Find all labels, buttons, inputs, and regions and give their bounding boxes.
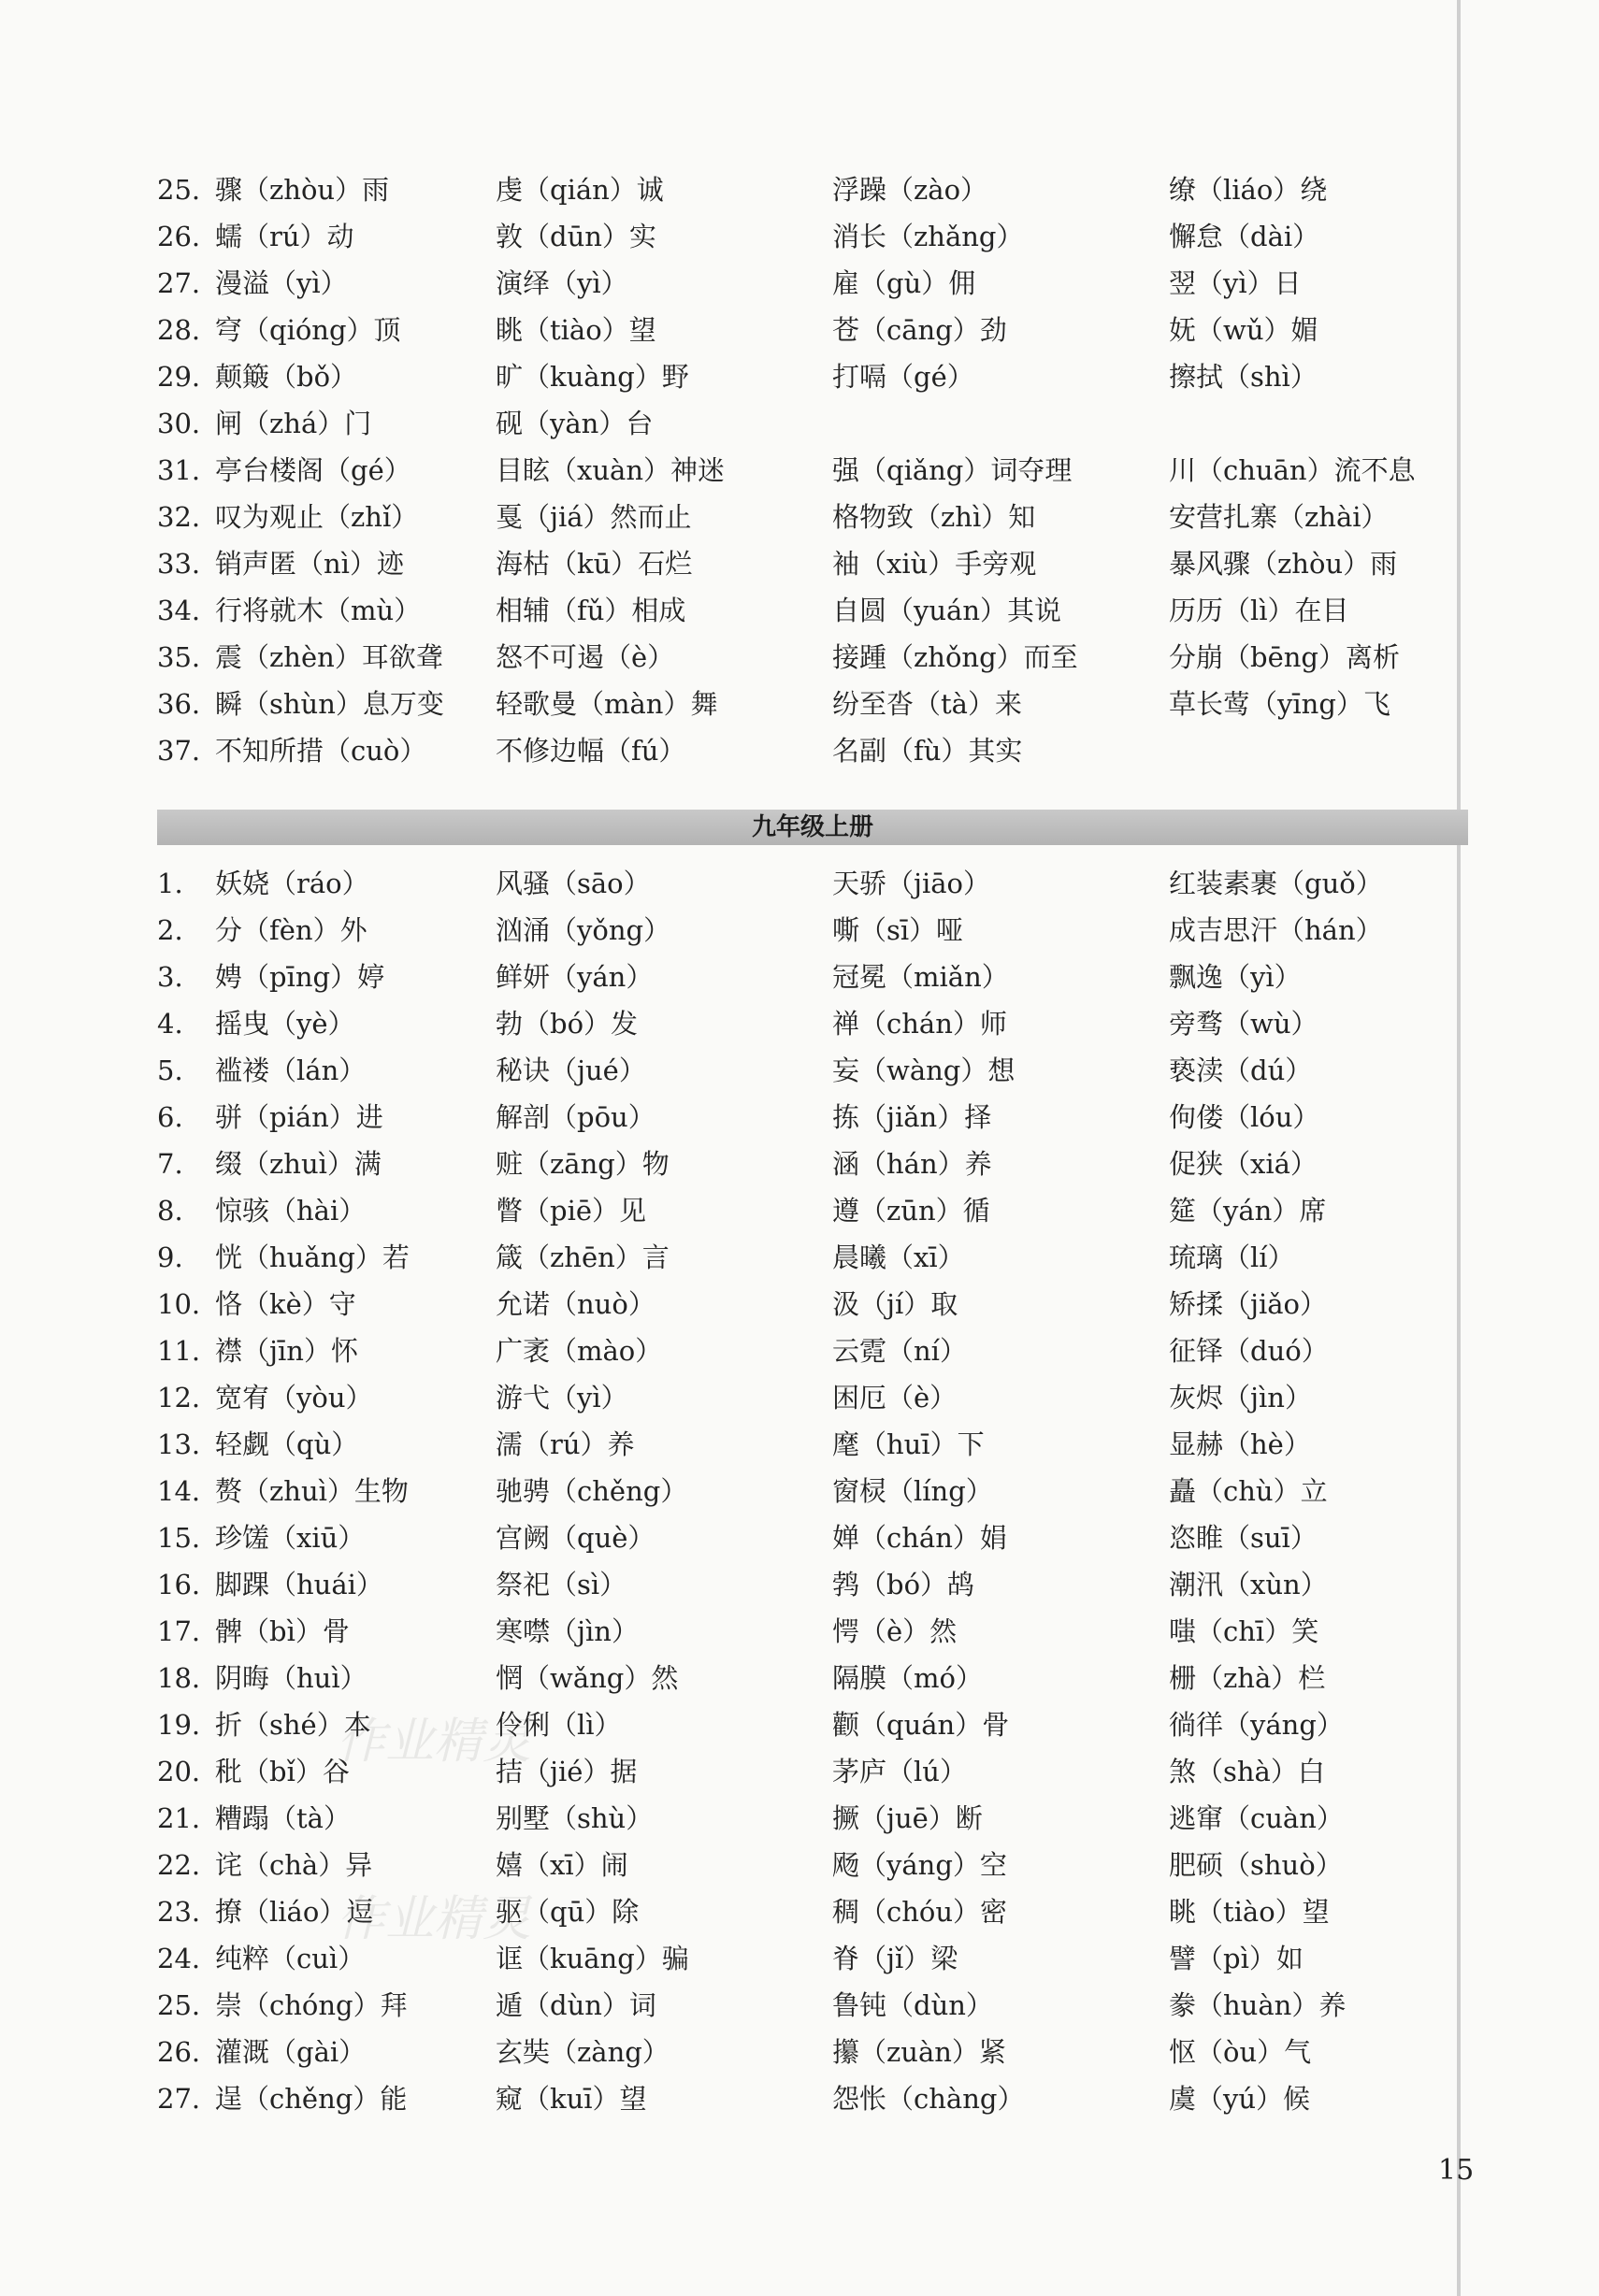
word-entry: 稠（chóu）密 <box>832 1896 1008 1928</box>
word-entry: 允诺（nuò） <box>496 1288 655 1320</box>
word-entry: 撅（juē）断 <box>832 1802 983 1834</box>
row-number: 16. <box>157 1569 201 1600</box>
word-row <box>157 1890 1466 1933</box>
word-entry: 强（qiǎng）词夺理 <box>832 454 1073 486</box>
word-entry: 宽宥（yòu） <box>215 1382 373 1413</box>
word-row <box>157 215 1466 258</box>
word-entry: 轻觑（qù） <box>215 1428 359 1460</box>
word-entry: 颧（quán）骨 <box>832 1709 1010 1741</box>
word-entry: 穹（qióng）顶 <box>215 314 401 346</box>
word-row <box>157 1797 1466 1840</box>
word-row <box>157 495 1466 538</box>
word-entry: 嬉（xī）闹 <box>496 1849 628 1881</box>
word-row <box>157 682 1466 725</box>
word-row <box>157 1423 1466 1466</box>
word-entry: 瞬（shùn）息万变 <box>215 688 444 720</box>
word-entry: 恣睢（suī） <box>1169 1522 1318 1554</box>
row-number: 11. <box>157 1335 201 1367</box>
row-number: 19. <box>157 1709 201 1741</box>
row-number: 8. <box>157 1195 183 1227</box>
word-entry: 雇（gù）佣 <box>832 267 976 299</box>
word-entry: 晨曦（xī） <box>832 1241 965 1273</box>
word-entry: 襟（jīn）怀 <box>215 1335 358 1367</box>
word-row <box>157 1002 1466 1045</box>
row-number: 9. <box>157 1241 183 1273</box>
word-entry: 安营扎寨（zhài） <box>1169 501 1389 533</box>
word-row <box>157 1376 1466 1419</box>
word-row <box>157 1329 1466 1372</box>
watermark: 作业精灵 <box>337 1891 532 1947</box>
word-entry: 矗（chù）立 <box>1169 1475 1328 1507</box>
word-row <box>157 1236 1466 1279</box>
word-entry: 旷（kuàng）野 <box>496 361 689 393</box>
word-row <box>157 402 1466 445</box>
word-entry: 惊骇（hài） <box>215 1195 367 1227</box>
word-entry: 脚踝（huái） <box>215 1569 383 1600</box>
word-entry: 翌（yì）日 <box>1169 267 1302 299</box>
row-number: 27. <box>157 2083 201 2115</box>
word-entry: 征铎（duó） <box>1169 1335 1329 1367</box>
word-row <box>157 1657 1466 1700</box>
word-entry: 赃（zāng）物 <box>496 1148 670 1180</box>
word-entry: 亵渎（dú） <box>1169 1055 1313 1086</box>
word-entry: 驱（qū）除 <box>496 1896 640 1928</box>
word-entry: 阴晦（huì） <box>215 1662 367 1694</box>
word-entry: 汹涌（yǒng） <box>496 914 671 946</box>
word-entry: 戛（jiá）然而止 <box>496 501 692 533</box>
word-entry: 濡（rú）养 <box>496 1428 635 1460</box>
word-entry: 消长（zhǎng） <box>832 221 1024 252</box>
word-entry: 骈（pián）进 <box>215 1101 383 1133</box>
row-number: 26. <box>157 221 201 252</box>
word-entry: 漫溢（yì） <box>215 267 348 299</box>
row-number: 3. <box>157 961 183 993</box>
row-number: 31. <box>157 454 201 486</box>
word-entry: 显赫（hè） <box>1169 1428 1311 1460</box>
word-entry: 擦拭（shì） <box>1169 361 1318 393</box>
word-entry: 分（fèn）外 <box>215 914 367 946</box>
word-entry: 禅（chán）师 <box>832 1008 1007 1040</box>
word-row <box>157 449 1466 492</box>
word-entry: 矫揉（jiǎo） <box>1169 1288 1328 1320</box>
word-row <box>157 2077 1466 2120</box>
word-entry: 蠕（rú）动 <box>215 221 354 252</box>
word-row <box>157 168 1466 211</box>
row-number: 5. <box>157 1055 183 1086</box>
row-number: 23. <box>157 1896 201 1928</box>
word-entry: 广袤（mào） <box>496 1335 663 1367</box>
word-entry: 自圆（yuán）其说 <box>832 595 1062 626</box>
word-row <box>157 1610 1466 1653</box>
row-number: 15. <box>157 1522 201 1554</box>
section-title: 九年级上册 <box>157 810 1468 845</box>
word-row <box>157 1096 1466 1139</box>
word-entry: 汲（jí）取 <box>832 1288 958 1320</box>
word-entry: 祭祀（sì） <box>496 1569 627 1600</box>
word-entry: 灰烬（jìn） <box>1169 1382 1312 1413</box>
row-number: 25. <box>157 174 201 206</box>
word-row <box>157 1049 1466 1092</box>
word-entry: 别墅（shù） <box>496 1802 654 1834</box>
word-entry: 名副（fù）其实 <box>832 735 1023 767</box>
word-row <box>157 862 1466 905</box>
word-row <box>157 542 1466 585</box>
word-entry: 麾（huī）下 <box>832 1428 985 1460</box>
word-entry: 敦（dūn）实 <box>496 221 656 252</box>
word-entry: 鲜妍（yán） <box>496 961 654 993</box>
word-row <box>157 262 1466 305</box>
row-number: 17. <box>157 1615 201 1647</box>
word-entry: 虔（qián）诚 <box>496 174 664 206</box>
word-row <box>157 1984 1466 2027</box>
word-entry: 格物致（zhì）知 <box>832 501 1036 533</box>
row-number: 22. <box>157 1849 201 1881</box>
word-entry: 秘诀（jué） <box>496 1055 646 1086</box>
word-row <box>157 1703 1466 1746</box>
word-entry: 纯粹（cuì） <box>215 1943 366 1974</box>
word-entry: 暴风骤（zhòu）雨 <box>1169 548 1398 580</box>
row-number: 4. <box>157 1008 183 1040</box>
word-entry: 褴褛（lán） <box>215 1055 367 1086</box>
word-entry: 嗤（chī）笑 <box>1169 1615 1319 1647</box>
word-entry: 遁（dùn）词 <box>496 1989 656 2021</box>
word-entry: 懈怠（dài） <box>1169 221 1320 252</box>
row-number: 21. <box>157 1802 201 1834</box>
word-entry: 海枯（kū）石烂 <box>496 548 693 580</box>
word-entry: 灌溉（gài） <box>215 2036 367 2068</box>
word-entry: 窗棂（líng） <box>832 1475 993 1507</box>
word-entry: 琉璃（lí） <box>1169 1241 1295 1273</box>
word-entry: 拮（jié）据 <box>496 1756 638 1787</box>
word-entry: 潮汛（xùn） <box>1169 1569 1328 1600</box>
word-entry: 亭台楼阁（gé） <box>215 454 411 486</box>
word-entry: 涵（hán）养 <box>832 1148 992 1180</box>
word-entry: 促狭（xiá） <box>1169 1148 1318 1180</box>
row-number: 7. <box>157 1148 183 1180</box>
word-entry: 遵（zūn）循 <box>832 1195 990 1227</box>
word-entry: 震（zhèn）耳欲聋 <box>215 641 443 673</box>
row-number: 10. <box>157 1288 201 1320</box>
word-entry: 脊（jǐ）梁 <box>832 1943 958 1974</box>
row-number: 32. <box>157 501 201 533</box>
word-entry: 妄（wàng）想 <box>832 1055 1016 1086</box>
row-number: 29. <box>157 361 201 393</box>
word-row <box>157 1516 1466 1559</box>
word-entry: 伶俐（lì） <box>496 1709 622 1741</box>
word-entry: 冠冕（miǎn） <box>832 961 1009 993</box>
word-entry: 轻歌曼（màn）舞 <box>496 688 718 720</box>
row-number: 33. <box>157 548 201 580</box>
word-entry: 飘逸（yì） <box>1169 961 1302 993</box>
row-number: 27. <box>157 267 201 299</box>
word-entry: 赘（zhuì）生物 <box>215 1475 409 1507</box>
word-entry: 娉（pīng）婷 <box>215 961 385 993</box>
word-entry: 逞（chěng）能 <box>215 2083 408 2115</box>
word-entry: 历历（lì）在目 <box>1169 595 1349 626</box>
word-entry: 闸（zhá）门 <box>215 408 372 439</box>
word-entry: 云霓（ní） <box>832 1335 967 1367</box>
word-entry: 撩（liáo）逗 <box>215 1896 374 1928</box>
row-number: 30. <box>157 408 201 439</box>
word-row <box>157 2031 1466 2074</box>
word-entry: 拣（jiǎn）择 <box>832 1101 992 1133</box>
row-number: 37. <box>157 735 201 767</box>
row-number: 18. <box>157 1662 201 1694</box>
word-entry: 徜徉（yáng） <box>1169 1709 1344 1741</box>
row-number: 1. <box>157 868 183 899</box>
word-entry: 瞥（piē）见 <box>496 1195 647 1227</box>
word-entry: 困厄（è） <box>832 1382 958 1413</box>
word-row <box>157 1189 1466 1232</box>
word-entry: 川（chuān）流不息 <box>1169 454 1416 486</box>
word-entry: 鹁（bó）鸪 <box>832 1569 975 1600</box>
row-number: 26. <box>157 2036 201 2068</box>
word-row <box>157 1844 1466 1887</box>
word-entry: 游弋（yì） <box>496 1382 628 1413</box>
watermark: 作业精灵 <box>337 1714 532 1770</box>
word-entry: 纷至沓（tà）来 <box>832 688 1022 720</box>
word-entry: 虞（yú）候 <box>1169 2083 1311 2115</box>
word-entry: 怄（òu）气 <box>1169 2036 1312 2068</box>
page-number: 15 <box>1438 2154 1475 2187</box>
word-entry: 相辅（fǔ）相成 <box>496 595 686 626</box>
word-entry: 窥（kuī）望 <box>496 2083 647 2115</box>
word-entry: 髀（bì）骨 <box>215 1615 350 1647</box>
word-entry: 箴（zhēn）言 <box>496 1241 670 1273</box>
word-entry: 旁骛（wù） <box>1169 1008 1318 1040</box>
word-entry: 寒噤（jìn） <box>496 1615 639 1647</box>
row-number: 6. <box>157 1101 183 1133</box>
word-entry: 糟蹋（tà） <box>215 1802 351 1834</box>
word-entry: 豢（huàn）养 <box>1169 1989 1347 2021</box>
word-row <box>157 309 1466 352</box>
word-entry: 驰骋（chěng） <box>496 1475 688 1507</box>
row-number: 13. <box>157 1428 201 1460</box>
word-row <box>157 1283 1466 1326</box>
word-entry: 红装素裹（guǒ） <box>1169 868 1383 899</box>
word-row <box>157 1470 1466 1513</box>
word-entry: 玄奘（zàng） <box>496 2036 670 2068</box>
word-entry: 珍馐（xiū） <box>215 1522 366 1554</box>
word-entry: 浮躁（zào） <box>832 174 988 206</box>
word-entry: 折（shé）本 <box>215 1709 371 1741</box>
word-entry: 缭（liáo）绕 <box>1169 174 1328 206</box>
word-row <box>157 1563 1466 1606</box>
word-entry: 逃窜（cuàn） <box>1169 1802 1344 1834</box>
word-row <box>157 909 1466 952</box>
word-entry: 勃（bó）发 <box>496 1008 639 1040</box>
word-entry: 肥硕（shuò） <box>1169 1849 1343 1881</box>
word-entry: 飏（yáng）空 <box>832 1849 1007 1881</box>
word-entry: 骤（zhòu）雨 <box>215 174 390 206</box>
word-entry: 诧（chà）异 <box>215 1849 373 1881</box>
word-entry: 草长莺（yīng）飞 <box>1169 688 1390 720</box>
word-entry: 摇曳（yè） <box>215 1008 355 1040</box>
word-entry: 天骄（jiāo） <box>832 868 991 899</box>
word-entry: 崇（chóng）拜 <box>215 1989 408 2021</box>
word-entry: 鲁钝（dùn） <box>832 1989 993 2021</box>
word-entry: 恍（huǎng）若 <box>215 1241 410 1273</box>
word-entry: 妖娆（ráo） <box>215 868 369 899</box>
word-entry: 解剖（pōu） <box>496 1101 655 1133</box>
word-entry: 恪（kè）守 <box>215 1288 356 1320</box>
word-entry: 譬（pì）如 <box>1169 1943 1304 1974</box>
word-entry: 妩（wǔ）媚 <box>1169 314 1318 346</box>
word-entry: 眺（tiào）望 <box>496 314 656 346</box>
word-entry: 隔膜（mó） <box>832 1662 983 1694</box>
word-entry: 诓（kuāng）骗 <box>496 1943 689 1974</box>
word-entry: 行将就木（mù） <box>215 595 422 626</box>
word-entry: 苍（cāng）劲 <box>832 314 1007 346</box>
row-number: 24. <box>157 1943 201 1974</box>
word-entry: 怒不可遏（è） <box>496 641 675 673</box>
word-row <box>157 955 1466 998</box>
word-entry: 婵（chán）娟 <box>832 1522 1007 1554</box>
word-entry: 惘（wǎng）然 <box>496 1662 679 1694</box>
row-number: 25. <box>157 1989 201 2021</box>
word-entry: 缀（zhuì）满 <box>215 1148 382 1180</box>
word-entry: 分崩（bēng）离析 <box>1169 641 1400 673</box>
word-row <box>157 1937 1466 1980</box>
word-entry: 嘶（sī）哑 <box>832 914 964 946</box>
word-row <box>157 729 1466 772</box>
word-entry: 风骚（sāo） <box>496 868 651 899</box>
word-row <box>157 355 1466 398</box>
word-row <box>157 636 1466 679</box>
word-entry: 攥（zuàn）紧 <box>832 2036 1006 2068</box>
word-entry: 叹为观止（zhǐ） <box>215 501 419 533</box>
word-entry: 不修边幅（fú） <box>496 735 686 767</box>
word-row <box>157 589 1466 632</box>
row-number: 34. <box>157 595 201 626</box>
word-entry: 筵（yán）席 <box>1169 1195 1327 1227</box>
word-entry: 销声匿（nì）迹 <box>215 548 404 580</box>
word-entry: 茅庐（lú） <box>832 1756 967 1787</box>
word-entry: 眺（tiào）望 <box>1169 1896 1330 1928</box>
word-entry: 不知所措（cuò） <box>215 735 427 767</box>
row-number: 14. <box>157 1475 201 1507</box>
word-entry: 秕（bǐ）谷 <box>215 1756 350 1787</box>
word-entry: 袖（xiù）手旁观 <box>832 548 1037 580</box>
word-entry: 栅（zhà）栏 <box>1169 1662 1326 1694</box>
row-number: 28. <box>157 314 201 346</box>
word-entry: 宫阙（què） <box>496 1522 655 1554</box>
word-entry: 目眩（xuàn）神迷 <box>496 454 725 486</box>
word-entry: 怨怅（chàng） <box>832 2083 1025 2115</box>
row-number: 12. <box>157 1382 201 1413</box>
row-number: 2. <box>157 914 183 946</box>
word-entry: 接踵（zhǒng）而至 <box>832 641 1078 673</box>
word-entry: 砚（yàn）台 <box>496 408 654 439</box>
row-number: 36. <box>157 688 201 720</box>
row-number: 35. <box>157 641 201 673</box>
word-row <box>157 1750 1466 1793</box>
word-entry: 打嗝（gé） <box>832 361 974 393</box>
word-entry: 成吉思汗（hán） <box>1169 914 1383 946</box>
word-entry: 煞（shà）白 <box>1169 1756 1325 1787</box>
word-entry: 佝偻（lóu） <box>1169 1101 1320 1133</box>
word-entry: 愕（è）然 <box>832 1615 958 1647</box>
word-row <box>157 1142 1466 1185</box>
word-entry: 颠簸（bǒ） <box>215 361 358 393</box>
word-entry: 演绎（yì） <box>496 267 628 299</box>
row-number: 20. <box>157 1756 201 1787</box>
